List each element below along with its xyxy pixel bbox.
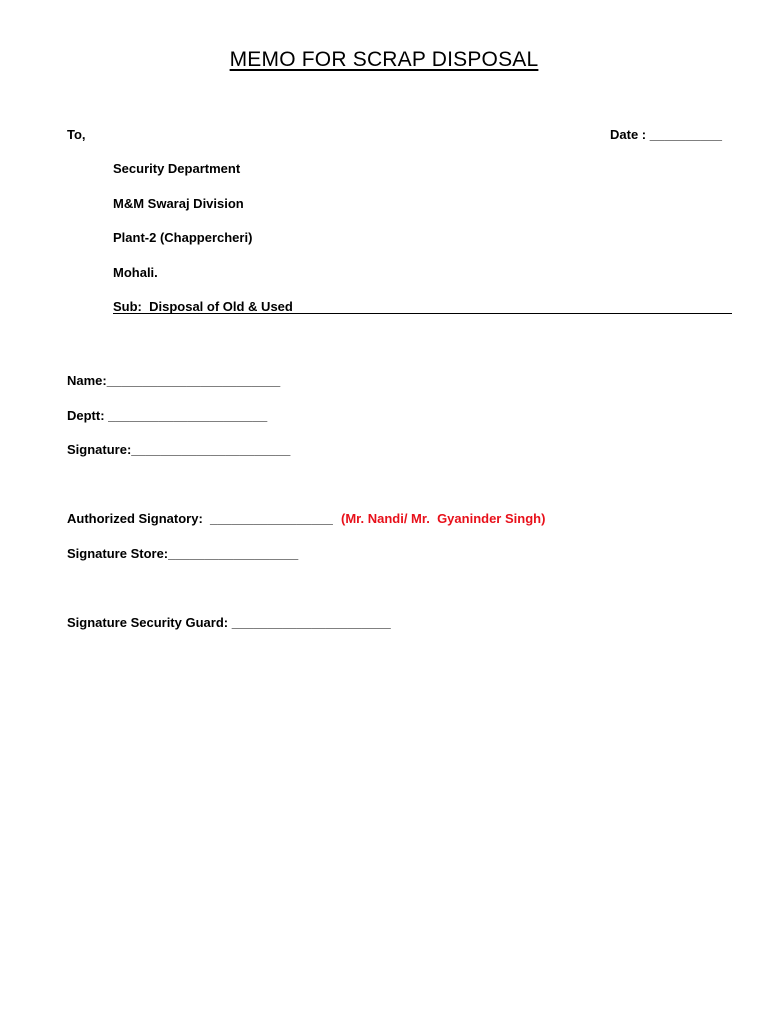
signature-security-guard-field: Signature Security Guard: ______________________: [67, 615, 391, 630]
address-line-division: M&M Swaraj Division: [113, 196, 244, 211]
signature-store-field: Signature Store:__________________: [67, 546, 299, 561]
address-line-plant: Plant-2 (Chappercheri): [113, 230, 253, 245]
authorized-signatory-names: (Mr. Nandi/ Mr. Gyaninder Singh): [341, 511, 546, 526]
signature-field: Signature:______________________: [67, 442, 291, 457]
date-field: Date : __________: [610, 127, 723, 142]
to-label: To,: [67, 127, 86, 142]
subject-line: Sub: Disposal of Old & Used: [113, 299, 293, 314]
address-line-city: Mohali.: [113, 265, 158, 280]
name-field: Name:________________________: [67, 373, 281, 388]
deptt-field: Deptt: ______________________: [67, 408, 268, 423]
subject-underline: [113, 313, 732, 314]
memo-title: MEMO FOR SCRAP DISPOSAL: [229, 48, 539, 71]
address-line-department: Security Department: [113, 161, 241, 176]
authorized-signatory-field: Authorized Signatory: _________________: [67, 511, 333, 526]
